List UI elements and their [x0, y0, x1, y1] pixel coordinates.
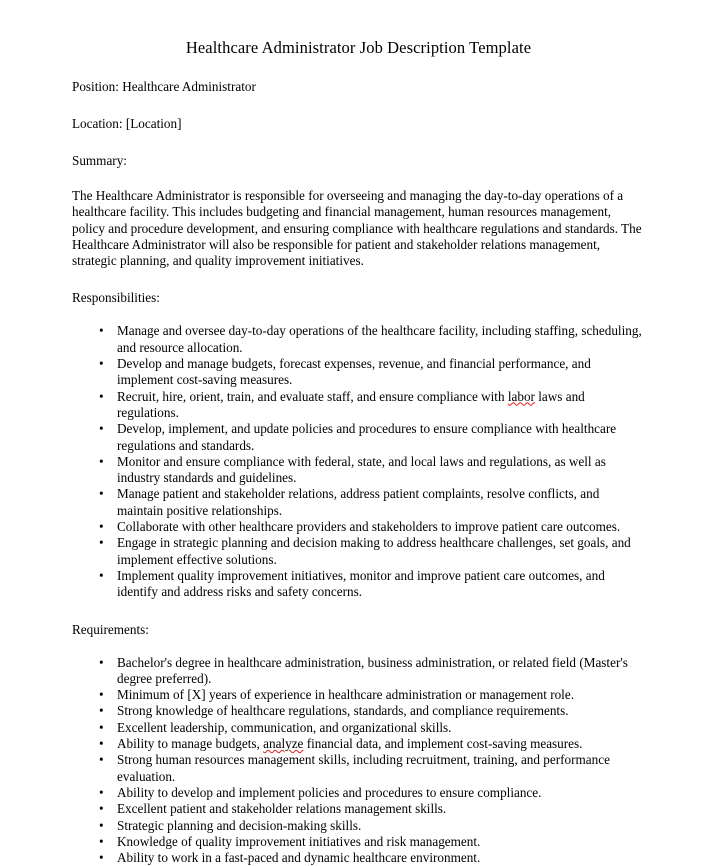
bullet-icon: •	[99, 356, 104, 372]
page-title: Healthcare Administrator Job Description Template	[185, 38, 532, 57]
list-item-label: Knowledge of quality improvement initiatives and risk management.	[117, 833, 481, 849]
list-item	[72, 454, 645, 487]
list-item-label: Manage patient and stakeholder relations, address patient complaints, resolve conflicts, and maintain positive relationships.	[117, 486, 600, 518]
list-item-label: Excellent leadership, communication, and organizational skills.	[117, 719, 452, 735]
list-item-label: Ability to manage budgets, analyze financial data, and implement cost-saving measures.	[117, 736, 583, 752]
bullet-icon: •	[99, 736, 104, 752]
spellcheck-error-text[interactable]: labor	[507, 388, 535, 404]
list-item-label: Excellent patient and stakeholder relations management skills.	[117, 801, 447, 817]
list-item-label: Minimum of [X] years of experience in healthcare administration or management role.	[117, 687, 574, 703]
list-item-label: Collaborate with other healthcare providers and stakeholders to improve patient care outcomes.	[117, 519, 621, 535]
responsibilities-list	[72, 306, 645, 600]
field-position: Position: Healthcare Administrator	[72, 79, 256, 94]
summary-heading: Summary:	[72, 153, 127, 168]
list-item	[72, 486, 645, 519]
bullet-icon: •	[99, 719, 104, 735]
list-item-label: Monitor and ensure compliance with federal, state, and local laws and regulations, as well as industry standards and guidelines.	[117, 453, 606, 486]
list-item	[72, 568, 645, 601]
requirements-list	[72, 638, 645, 866]
bullet-icon: •	[99, 519, 104, 535]
bullet-icon: •	[99, 567, 104, 583]
list-item-label: Implement quality improvement initiatives, monitor and improve patient care outcomes, and identify and address risks and safety concerns.	[117, 567, 605, 600]
list-item	[72, 703, 645, 719]
list-item	[72, 720, 645, 736]
field-location: Location: [Location]	[72, 116, 182, 131]
spellcheck-error-text[interactable]: analyze	[263, 736, 304, 752]
list-item	[72, 752, 645, 785]
responsibilities-heading: Responsibilities:	[72, 290, 160, 306]
bullet-icon: •	[99, 703, 104, 719]
list-item-label: Manage and oversee day-to-day operations of the healthcare facility, including staffing, scheduling, and resource allocation.	[117, 323, 642, 355]
list-item-label: Strong knowledge of healthcare regulations, standards, and compliance requirements.	[117, 703, 569, 719]
bullet-icon: •	[99, 752, 104, 768]
list-item	[72, 356, 645, 389]
list-item	[72, 323, 645, 356]
list-item-label: Develop, implement, and update policies and procedures to ensure compliance with healthcare regulations and standards.	[117, 421, 617, 453]
list-item	[72, 834, 645, 850]
bullet-icon: •	[99, 421, 104, 437]
list-item-label: Ability to work in a fast-paced and dynamic healthcare environment.	[117, 850, 481, 866]
list-item	[72, 850, 645, 866]
list-item-label: Bachelor's degree in healthcare administration, business administration, or related field (Master's degree preferred).	[117, 654, 628, 686]
bullet-icon: •	[99, 784, 104, 800]
bullet-icon: •	[99, 453, 104, 469]
list-item-label: Ability to develop and implement policies and procedures to ensure compliance.	[117, 784, 542, 800]
requirements-heading: Requirements:	[72, 621, 149, 637]
list-item	[72, 519, 645, 535]
list-item	[72, 655, 645, 688]
bullet-icon: •	[99, 388, 104, 404]
bullet-icon: •	[99, 833, 104, 849]
list-item-label: Develop and manage budgets, forecast expenses, revenue, and financial performance, and implement cost-saving measures.	[117, 356, 591, 388]
list-item	[72, 785, 645, 801]
list-item	[72, 389, 645, 422]
list-item-label: Engage in strategic planning and decision making to address healthcare challenges, set goals, and implement effective solutions.	[117, 535, 631, 567]
bullet-icon: •	[99, 654, 104, 670]
bullet-icon: •	[99, 323, 104, 339]
list-item	[72, 535, 645, 568]
summary-paragraph: The Healthcare Administrator is responsible for overseeing and managing the day-to-day operations of a healthcare facility. This includes budgeting and financial management, human resources management, policy and procedure development, and ensuring compliance with healthcare regulations and standards. The Healthcare Administrator will also be responsible for patient and stakeholder relations management, strategic planning, and quality improvement initiatives.	[72, 188, 642, 269]
list-item	[72, 818, 645, 834]
list-item-label: Recruit, hire, orient, train, and evaluate staff, and ensure compliance with labor laws and regulations.	[117, 388, 585, 420]
bullet-icon: •	[99, 535, 104, 551]
list-item	[72, 801, 645, 817]
list-item	[72, 421, 645, 454]
list-item	[72, 736, 645, 752]
requirements-block	[72, 638, 645, 866]
list-item-label: Strategic planning and decision-making skills.	[117, 817, 362, 833]
bullet-icon: •	[99, 687, 104, 703]
bullet-icon: •	[99, 850, 104, 866]
list-item	[72, 687, 645, 703]
list-item-label: Strong human resources management skills, including recruitment, training, and performance evaluation.	[117, 752, 610, 784]
bullet-icon: •	[99, 486, 104, 502]
bullet-icon: •	[99, 801, 104, 817]
bullet-icon: •	[99, 817, 104, 833]
